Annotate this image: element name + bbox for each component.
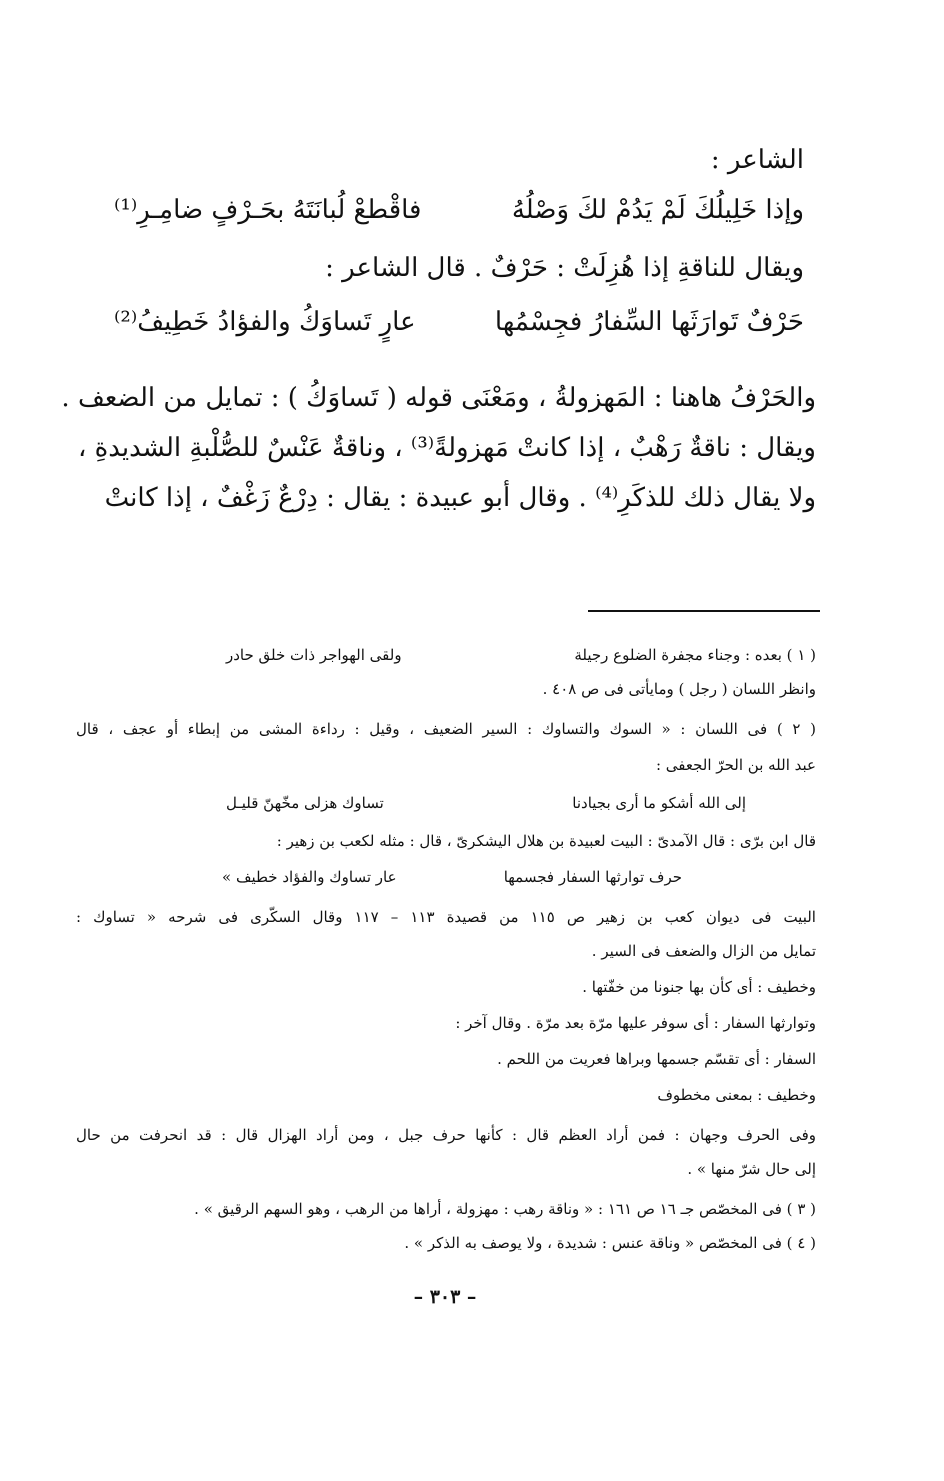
footnote-2-line-11: وخطيف : بمعنى مخطوف	[657, 1086, 816, 1104]
footnote-2-verse-1-hemistich-1: إلى الله أشكو ما أرى بجيادنا	[572, 794, 746, 812]
main-para-line-2: ويقال : ناقةٌ رَهْبٌ ، إذا كانتْ مَهزولةً⁽³⁾ ، وناقةٌ عَنْسٌ للصُّلْبةِ الشديدةِ ،	[78, 433, 816, 463]
footnote-2-line-2: عبد الله بن الحرّ الجعفى :	[655, 756, 816, 774]
footnote-3: ( ٣ ) فى المخصّص جـ ١٦ ص ١٦١ : « وناقة رهب : مهزولة ، أراها من الرهب ، وهو السهم الرقيق » .	[194, 1200, 816, 1218]
footnote-1-hemistich-2: ولقى الهواجر ذات خلق حادر	[226, 646, 402, 664]
footnote-2-verse-1-hemistich-2: تساوك هزلى مخّهنّ قليـل	[226, 794, 384, 812]
footnote-2-line-7: تمايل من الزال والضعف فى السير .	[591, 942, 816, 960]
verse-1-hemistich-1: وإذا خَلِيلُكَ لَمْ يَدُمْ لكَ وَصْلُهُ	[511, 195, 804, 225]
verse-2-hemistich-2: عارٍ تَساوَكُ والفؤادُ خَطِيفُ⁽²⁾	[114, 307, 416, 337]
footnote-2-line-4: قال ابن برّى : قال الآمدىّ : البيت لعبيدة بن هلال اليشكرىّ ، قال : مثله لكعب بن زهير :	[276, 832, 816, 850]
footnote-2-verse-2-hemistich-1: حرف توارثها السفار فجسمها	[503, 868, 682, 886]
page-number: – ٣٠٣ –	[413, 1286, 477, 1308]
footnote-2-line-13: إلى حال شرّ منها » .	[687, 1160, 816, 1178]
footnote-2-line-10: السفار : أى تقسّم جسمها وبراها فعريت من اللحم .	[497, 1050, 816, 1068]
footnote-1-reference: وانظر اللسان ( رجل ) ومايأتى فى ص ٤٠٨ .	[542, 680, 816, 698]
main-line-3: ويقال للناقةِ إذا هُزِلَتْ : حَرْفٌ . قال الشاعر :	[325, 253, 804, 283]
footnote-4: ( ٤ ) فى المخصّص « وناقة عنس : شديدة ، ولا يوصف به الذكر » .	[404, 1234, 816, 1252]
main-para-line-1: والحَرْفُ هاهنا : المَهزولةُ ، ومَعْنَى قوله ( تَساوَكُ ) : تمايل من الضعف .	[61, 383, 816, 413]
footnote-2-line-1: ( ٢ ) فى اللسان : « السوك والتساوك : السير الضعيف ، وقيل : رداءة المشى من إبطاء أو عجف ، قال	[76, 720, 816, 738]
footnote-2-verse-1	[226, 792, 746, 818]
footnote-1-verse	[226, 644, 816, 670]
main-verse-2	[114, 302, 804, 346]
footnote-2-line-8: وخطيف : أى كأن بها جنونا من خفّتها .	[582, 978, 816, 996]
main-line-poet: الشاعر :	[710, 145, 804, 175]
verse-2-hemistich-1: حَرْفٌ تَوارَثَها السِّفارُ فجِسْمُها	[494, 307, 804, 337]
footnote-2-verse-2	[222, 866, 682, 892]
footnote-2-line-6: البيت فى ديوان كعب بن زهير ص ١١٥ من قصيدة ١١٣ – ١١٧ وقال السكّرى فى شرحه « تساوك :	[76, 908, 816, 926]
footnote-2-line-9: وتوارثها السفار : أى سوفر عليها مرّة بعد مرّة . وقال آخر :	[455, 1014, 816, 1032]
verse-1-hemistich-2: فاقْطعْ لُبانَتَهُ بحَـرْفٍ ضامِـرِ⁽¹⁾	[114, 195, 422, 225]
footnote-1-hemistich-1: ( ١ ) بعده : وجناء مجفرة الضلوع رجيلة	[574, 646, 816, 664]
main-para-line-3: ولا يقال ذلك للذكَرِ⁽⁴⁾ . وقال أبو عبيدة : يقال : دِرْعٌ زَغْفٌ ، إذا كانتْ	[104, 483, 816, 513]
footnote-2-verse-2-hemistich-2: عار تساوك والفؤاد خطيف »	[222, 868, 397, 886]
footnote-2-line-12: وفى الحرف وجهان : فمن أراد العظم قال : كأنها حرف جبل ، ومن أراد الهزال قال : قد انحرفت من حال	[76, 1126, 816, 1144]
main-verse-1	[114, 190, 804, 234]
footnote-separator	[588, 610, 820, 612]
